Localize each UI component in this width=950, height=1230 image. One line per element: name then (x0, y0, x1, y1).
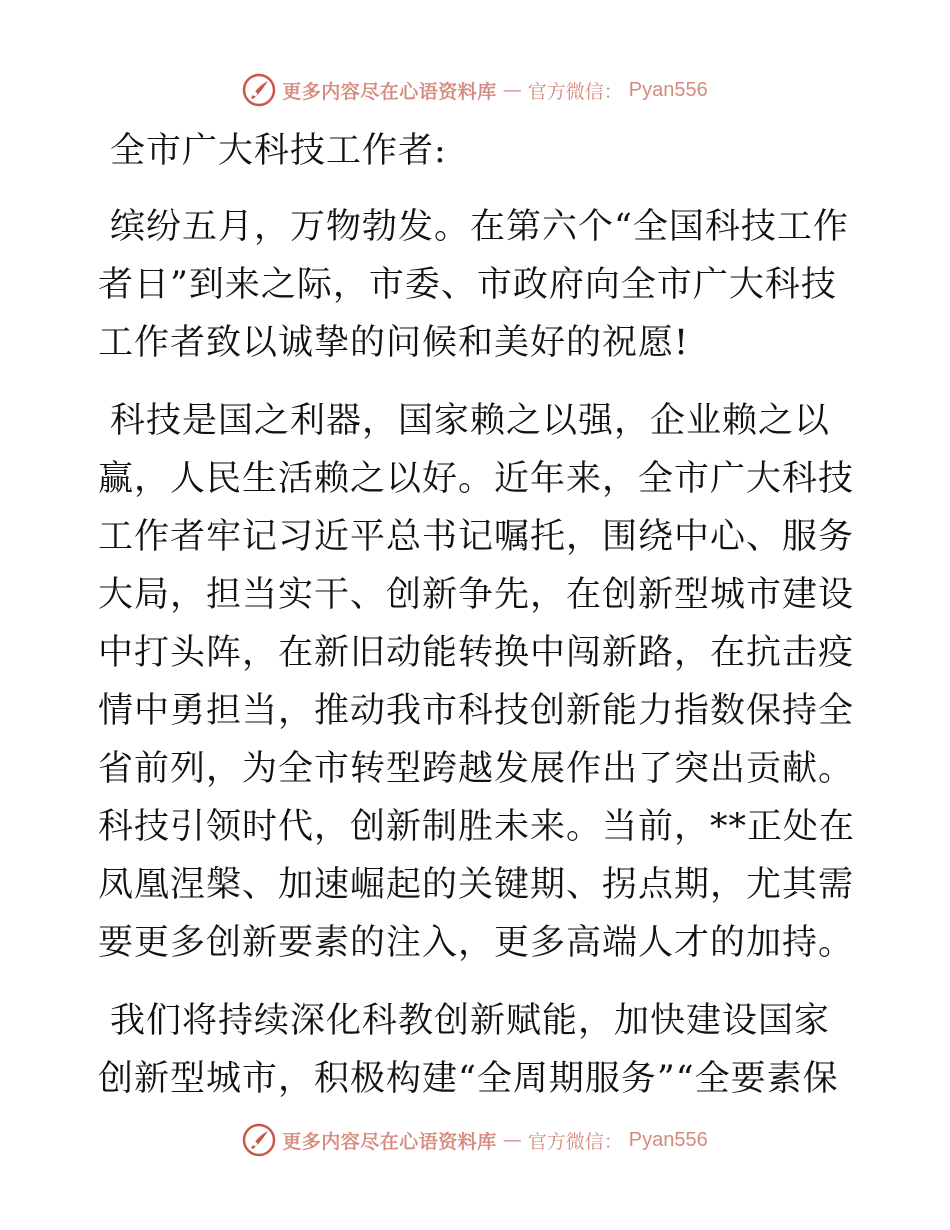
watermark-dash: — (502, 79, 522, 101)
paragraph-1: 缤纷五月，万物勃发。在第六个“全国科技工作者日”到来之际，市委、市政府向全市广大科技工作者致以诚挚的问候和美好的祝愿! (98, 207, 849, 363)
header-watermark (0, 70, 950, 110)
footer-watermark (0, 1120, 950, 1160)
watermark-official-label: 官方微信： (527, 1130, 623, 1153)
watermark-id: Pyan556 (628, 78, 708, 101)
paragraph-3: 我们将持续深化科教创新赋能，加快建设国家创新型城市，积极构建“全周期服务”“全要素保 (98, 1001, 839, 1099)
quill-logo-icon (242, 73, 276, 107)
paragraph-2: 科技是国之利器，国家赖之以强，企业赖之以赢，人民生活赖之以好。近年来，全市广大科技工作者牢记习近平总书记嘱托，围绕中心、服务大局，担当实干、创新争先，在创新型城市建设中打头阵，在新旧动能转换中闯新路，在抗击疫情中勇担当，推动我市科技创新能力指数保持全省前列，为全市转型跨越发展作出了突出贡献。科技引领时代，创新制胜未来。当前，**正处在凤凰涅槃、加速崛起的关键期、拐点期，尤其需要更多创新要素的注入，更多高端人才的加持。 (98, 401, 856, 963)
watermark-dash: — (502, 1129, 522, 1151)
greeting-line: 全市广大科技工作者: (110, 131, 447, 171)
watermark-id: Pyan556 (628, 1128, 708, 1151)
quill-logo-icon (242, 1123, 276, 1157)
watermark-official-label: 官方微信： (527, 80, 623, 103)
document-body (98, 122, 858, 1128)
watermark-main-text: 更多内容尽在心语资料库 (282, 80, 497, 103)
watermark-main-text: 更多内容尽在心语资料库 (282, 1130, 497, 1153)
